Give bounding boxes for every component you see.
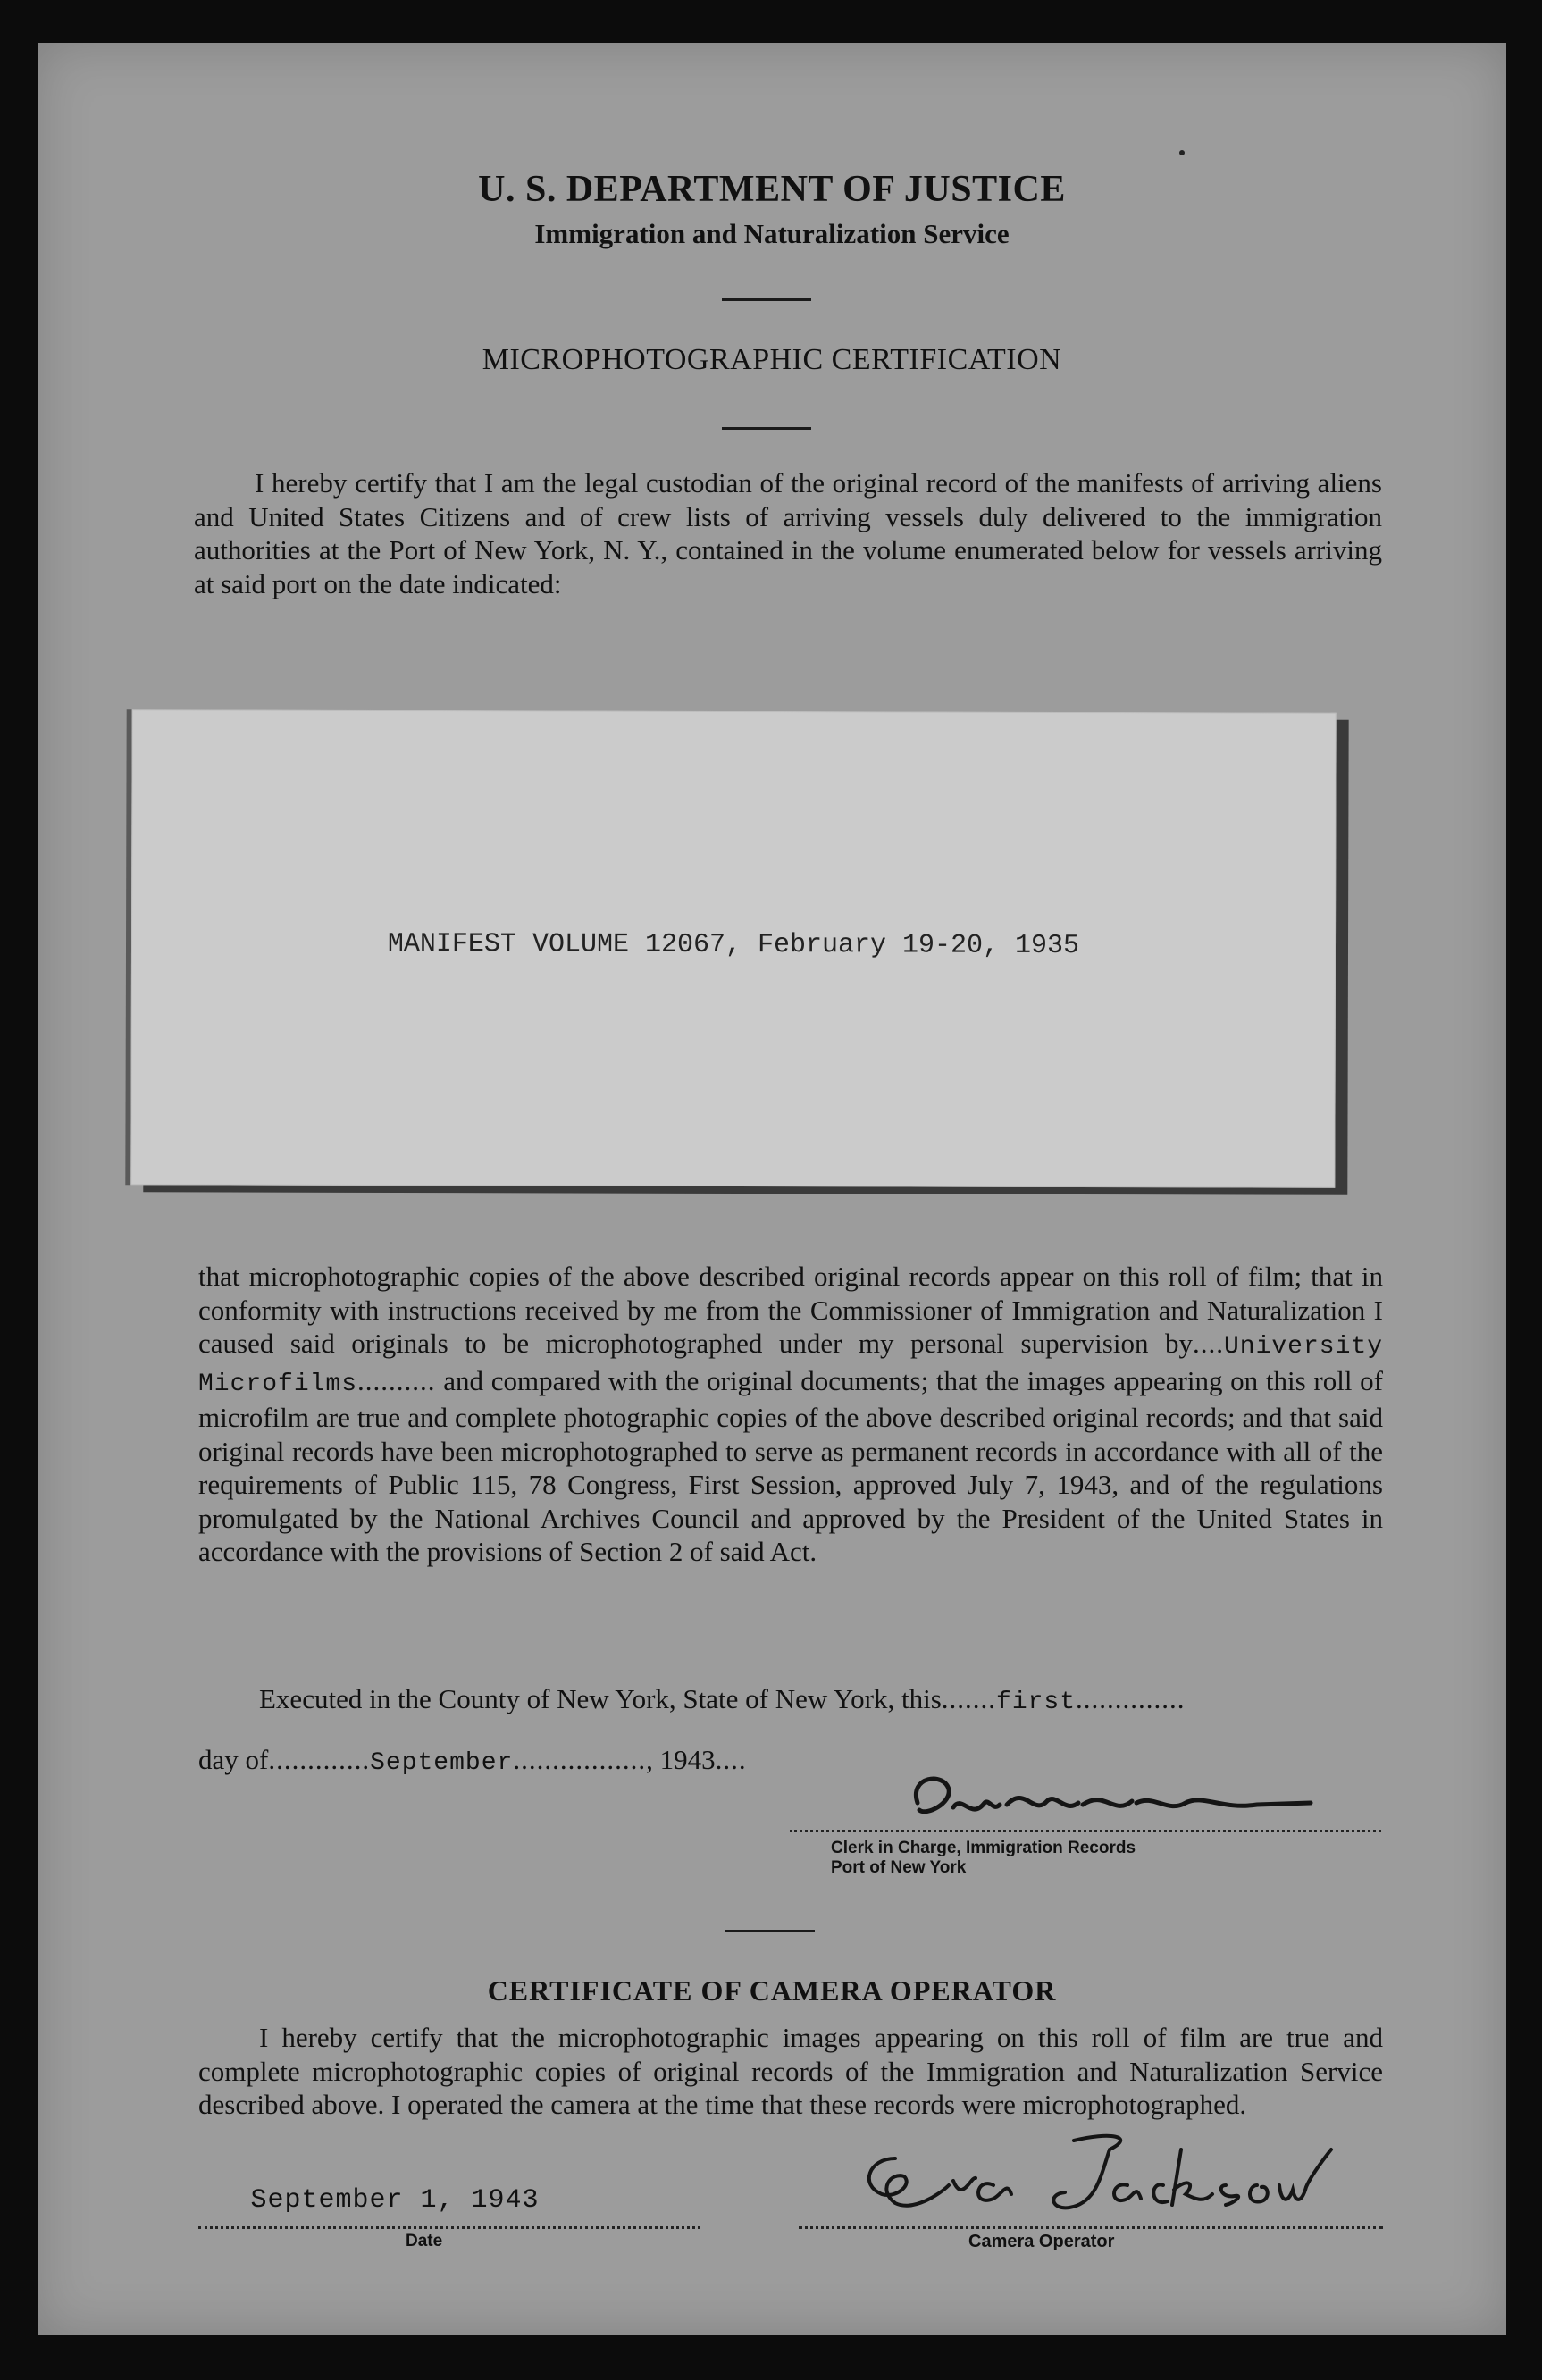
execution-month: September bbox=[370, 1749, 514, 1777]
clerk-location: Port of New York bbox=[831, 1858, 967, 1877]
date-caption: Date bbox=[406, 2232, 443, 2250]
operator-certificate-title: CERTIFICATE OF CAMERA OPERATOR bbox=[487, 1974, 1057, 2007]
body-text-before-filmer: that microphotographic copies of the above described original records appear on this roll of film; that in conformity with instructions received by me from the Commissioner of Immigration and Naturalization I caused said originals to be microphotographed under my personal supervision by bbox=[198, 1261, 1383, 1359]
manifest-volume-label: MANIFEST VOLUME 12067, February 19-20, 1935 bbox=[387, 928, 1080, 962]
certification-title: MICROPHOTOGRAPHIC CERTIFICATION bbox=[482, 343, 1062, 376]
divider-rule bbox=[725, 1930, 815, 1932]
department-title: U. S. DEPARTMENT OF JUSTICE bbox=[478, 169, 1066, 210]
execution-line: Executed in the County of New York, State of New York, this.......first.............. bbox=[259, 1683, 1186, 1716]
execution-prefix: Executed in the County of New York, State of New York, this bbox=[259, 1683, 942, 1714]
certificate-page bbox=[38, 43, 1506, 2335]
manifest-card bbox=[130, 709, 1336, 1188]
divider-rule bbox=[722, 298, 811, 301]
certification-body-paragraph: that microphotographic copies of the above described original records appear on this roll of film; that in conformity with instructions received by me from the Commissioner of Immigration and Naturalization I caused said originals to be microphotographed under my personal supervision by....University Microfilms.......... and compared with the original documents; that the images appearing on this roll of microfilm are true and complete photographic copies of the above described original records; and that said original records have been microphotographed to serve as permanent records in accordance with all of the requirements of Public 115, 78 Congress, First Session, approved July 7, 1943, and of the regulations promulgated by the National Archives Council and approved by the President of the United States in accordance with the provisions of Section 2 of said Act. bbox=[198, 1261, 1384, 1567]
intro-paragraph: I hereby certify that I am the legal custodian of the original record of the manifests of arriving aliens and United States Citizens and of crew lists of arriving vessels duly delivered to the immigration authorities at the Port of New York, N. Y., contained in the volume enumerated below for vessels arriving at said port on the date indicated: bbox=[194, 467, 1382, 599]
operator-signature bbox=[842, 2123, 1342, 2221]
service-subtitle: Immigration and Naturalization Service bbox=[534, 218, 1010, 249]
clerk-caption bbox=[831, 1839, 1136, 1878]
day-of-label: day of bbox=[198, 1744, 269, 1775]
day-of-line: day of.............September................., 1943.... bbox=[198, 1744, 747, 1777]
filmer-name: University Microfilms bbox=[198, 1333, 1383, 1398]
execution-day: first bbox=[996, 1689, 1077, 1716]
execution-year: , 1943 bbox=[646, 1744, 716, 1775]
operator-date-value: September 1, 1943 bbox=[250, 2185, 540, 2216]
body-text-after-filmer: and compared with the original documents; that the images appearing on this roll of microfilm are true and complete photographic copies of the above described original records; and that said original records have been microphotographed to serve as permanent records in accordance with all of the requirements of Public 115, 78 Congress, First Session, approved July 7, 1943, and of the regulations promulgated by the National Archives Council and approved by the President of the United States in accordance with the provisions of Section 2 of said Act. bbox=[198, 1364, 1384, 1567]
operator-paragraph: I hereby certify that the microphotographic images appearing on this roll of film are true and complete microphotographic copies of original records of the Immigration and Naturalization Service described above. I operated the camera at the time that these records were microphotographed. bbox=[198, 2022, 1383, 2120]
clerk-signature bbox=[900, 1767, 1364, 1830]
divider-rule bbox=[722, 427, 811, 430]
camera-operator-caption: Camera Operator bbox=[968, 2232, 1115, 2251]
film-speck bbox=[1179, 150, 1185, 155]
clerk-title: Clerk in Charge, Immigration Records bbox=[831, 1839, 1136, 1857]
